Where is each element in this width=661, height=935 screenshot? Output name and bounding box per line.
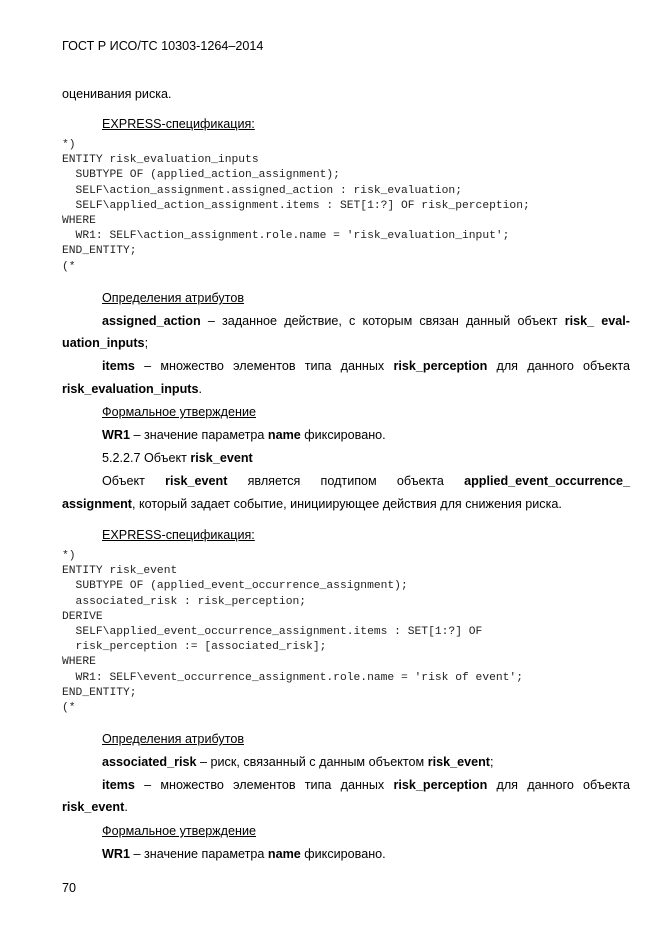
attribute-definition-continued: uation_inputs; <box>62 336 149 350</box>
attribute-description: – заданное действие, с которым связан данный объект <box>200 314 565 328</box>
parameter-name: name <box>267 428 301 442</box>
parameter-name: name <box>267 847 301 861</box>
attribute-definition: items – множество элементов типа данных risk_perception для данного объекта <box>102 778 630 792</box>
entity-description: Объект risk_event является подтипом объекта applied_event_occurrence_ <box>102 474 630 488</box>
supertype-name: applied_event_occurrence_ <box>464 474 630 488</box>
document-header: ГОСТ Р ИСО/ТС 10303-1264–2014 <box>62 39 264 53</box>
formal-statement-heading: Формальное утверждение <box>102 405 257 419</box>
attribute-definition <box>102 313 630 329</box>
type-reference: risk_perception <box>393 778 488 792</box>
attribute-name: associated_risk <box>102 755 197 769</box>
attribute-definition-continued: risk_event. <box>62 800 128 814</box>
attribute-name: items <box>102 778 135 792</box>
entity-reference: risk_event <box>62 800 125 814</box>
supertype-name: assignment <box>62 497 132 511</box>
attribute-name: assigned_action <box>102 314 201 328</box>
page-number: 70 <box>62 881 77 895</box>
entity-reference: uation_inputs <box>62 336 145 350</box>
formal-statement: WR1 – значение параметра name фиксировано. <box>102 847 386 861</box>
attribute-definition-continued: risk_evaluation_inputs. <box>62 382 202 396</box>
entity-reference: risk_ eval- <box>564 314 630 328</box>
express-spec-heading: EXPRESS-спецификация: <box>102 528 255 542</box>
attribute-definitions-heading: Определения атрибутов <box>102 291 245 305</box>
entity-name: risk_event <box>165 474 228 488</box>
rule-label: WR1 <box>102 428 130 442</box>
rule-label: WR1 <box>102 847 130 861</box>
formal-statement: WR1 – значение параметра name фиксировано. <box>102 428 386 442</box>
entity-description-continued: assignment, который задает событие, инициирующее действия для снижения риска. <box>62 497 562 511</box>
entity-reference: risk_evaluation_inputs <box>62 382 199 396</box>
express-code-block: *) ENTITY risk_event SUBTYPE OF (applied_event_occurrence_assignment); associated_risk : risk_perception; DERIVE SELF\applied_event_occurrence_assignment.items : SET[1:?] OF risk_perception := [associated_risk]; WHERE WR1: SELF\event_occurrence_assignment.role.name = 'risk of event'; END_ENTITY; (* <box>62 550 523 715</box>
express-code-block: *) ENTITY risk_evaluation_inputs SUBTYPE OF (applied_action_assignment); SELF\action_assignment.assigned_action : risk_evaluation; SELF\applied_action_assignment.items : SET[1:?] OF risk_perception; WHERE WR1: SELF\action_assignment.role.name = 'risk_evaluation_input'; END_ENTITY; (* <box>62 139 530 273</box>
attribute-definition: items – множество элементов типа данных risk_perception для данного объекта <box>102 359 630 373</box>
express-spec-heading: EXPRESS-спецификация: <box>102 117 255 131</box>
entity-name: risk_event <box>190 451 253 465</box>
entity-reference: risk_event <box>427 755 490 769</box>
attribute-definitions-heading: Определения атрибутов <box>102 732 245 746</box>
attribute-name: items <box>102 359 135 373</box>
intro-text: оценивания риска. <box>62 87 172 101</box>
attribute-definition: associated_risk – риск, связанный с данным объектом risk_event; <box>102 755 494 769</box>
subsection-heading: 5.2.2.7 Объект risk_event <box>102 451 253 465</box>
formal-statement-heading: Формальное утверждение <box>102 824 257 838</box>
type-reference: risk_perception <box>393 359 488 373</box>
